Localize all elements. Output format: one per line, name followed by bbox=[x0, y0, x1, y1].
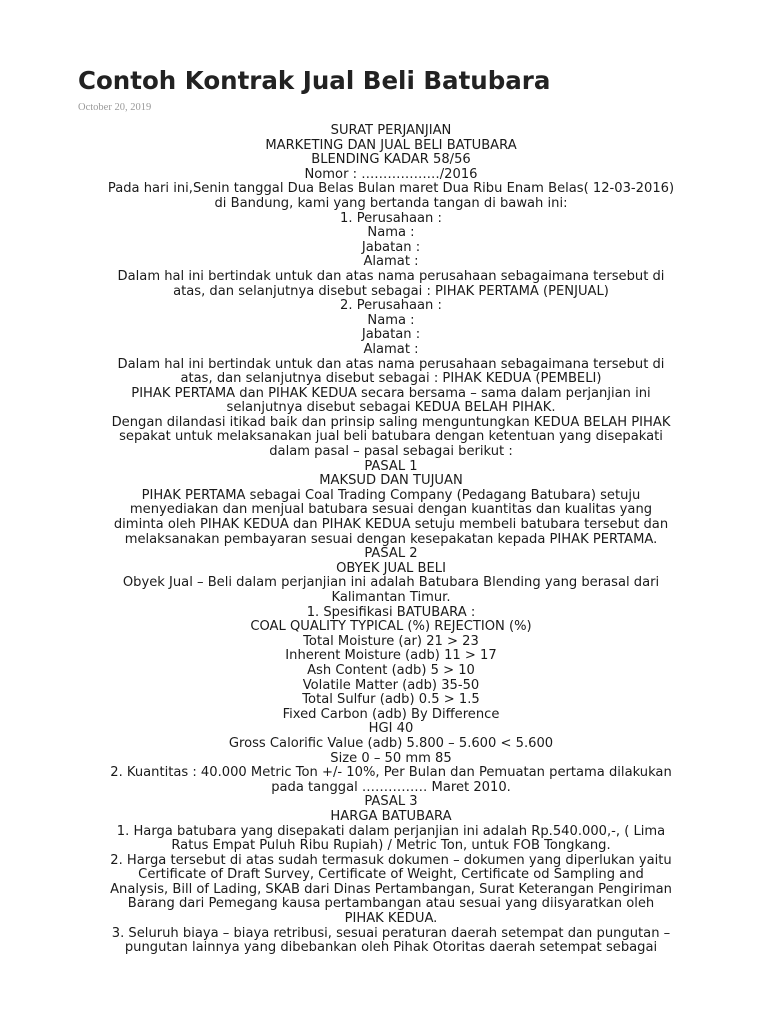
document-line: 2. Kuantitas : 40.000 Metric Ton +/- 10%, Per Bulan dan Pemuatan pertama dilakukan bbox=[110, 765, 672, 781]
document-line: PIHAK PERTAMA dan PIHAK KEDUA secara bersama – sama dalam perjanjian ini bbox=[131, 385, 651, 401]
document-line: HARGA BATUBARA bbox=[330, 808, 452, 824]
document-line: Fixed Carbon (adb) By Difference bbox=[282, 706, 500, 722]
document-line: PASAL 2 bbox=[364, 546, 418, 562]
document-line: BLENDING KADAR 58/56 bbox=[311, 152, 471, 168]
document-line: MAKSUD DAN TUJUAN bbox=[319, 473, 463, 489]
document-body bbox=[78, 124, 704, 956]
document-line: Volatile Matter (adb) 35-50 bbox=[302, 677, 480, 693]
document-line: 1. Perusahaan : bbox=[340, 210, 442, 226]
document-line: Inherent Moisture (adb) 11 > 17 bbox=[285, 648, 497, 664]
document-line: Nama : bbox=[367, 312, 415, 328]
document-line: Dengan dilandasi itikad baik dan prinsip saling menguntungkan KEDUA BELAH PIHAK bbox=[111, 414, 671, 430]
document-line: MARKETING DAN JUAL BELI BATUBARA bbox=[265, 137, 517, 153]
document-line: Nama : bbox=[367, 225, 415, 241]
document-line: 2. Perusahaan : bbox=[340, 298, 442, 314]
document-line: PASAL 3 bbox=[364, 794, 418, 810]
document-line: PIHAK PERTAMA sebagai Coal Trading Company (Pedagang Batubara) setuju bbox=[141, 487, 641, 503]
document-line: Certificate of Draft Survey, Certificate of Weight, Certificate od Sampling and bbox=[138, 867, 644, 883]
document-line: Barang dari Pemegang kausa pertambangan atau sesuai yang diisyaratkan oleh bbox=[127, 896, 655, 912]
document-line: 1. Harga batubara yang disepakati dalam perjanjian ini adalah Rp.540.000,-, ( Lima bbox=[116, 823, 666, 839]
document-line: Ash Content (adb) 5 > 10 bbox=[307, 662, 475, 678]
document-line: COAL QUALITY TYPICAL (%) REJECTION (%) bbox=[250, 619, 532, 635]
page-title: Contoh Kontrak Jual Beli Batubara bbox=[78, 66, 551, 95]
document-line: pada tanggal …………… Maret 2010. bbox=[271, 779, 511, 795]
document-line: Total Moisture (ar) 21 > 23 bbox=[303, 633, 479, 649]
document-line: dalam pasal – pasal sebagai berikut : bbox=[269, 444, 513, 460]
document-line: atas, dan selanjutnya disebut sebagai : PIHAK PERTAMA (PENJUAL) bbox=[173, 283, 609, 299]
document-line: sepakat untuk melaksanakan jual beli batubara dengan ketentuan yang disepakati bbox=[119, 429, 663, 445]
document-line: Jabatan : bbox=[361, 327, 421, 343]
document-line: Nomor : ………………/2016 bbox=[304, 166, 478, 182]
document-line: PIHAK KEDUA. bbox=[344, 911, 438, 927]
document-line: PASAL 1 bbox=[364, 458, 418, 474]
document-line: Analysis, Bill of Lading, SKAB dari Dinas Pertambangan, Surat Keterangan Pengiriman bbox=[110, 881, 672, 897]
post-date: October 20, 2019 bbox=[78, 102, 152, 113]
document-line: atas, dan selanjutnya disebut sebagai : PIHAK KEDUA (PEMBELI) bbox=[180, 371, 602, 387]
document-line: Pada hari ini,Senin tanggal Dua Belas Bulan maret Dua Ribu Enam Belas( 12-03-2016) bbox=[107, 181, 675, 197]
document-line: Alamat : bbox=[363, 254, 419, 270]
document-line: pungutan lainnya yang dibebankan oleh Pihak Otoritas daerah setempat sebagai bbox=[124, 940, 658, 956]
document-line: melaksanakan pembayaran sesuai dengan kesepakatan kepada PIHAK PERTAMA. bbox=[124, 531, 658, 547]
document-line: Dalam hal ini bertindak untuk dan atas nama perusahaan sebagaimana tersebut di bbox=[117, 356, 665, 372]
document-line: SURAT PERJANJIAN bbox=[330, 123, 452, 138]
document-line: Jabatan : bbox=[361, 239, 421, 255]
document-line: menyediakan dan menjual batubara sesuai dengan kuantitas dan kualitas yang bbox=[129, 502, 653, 518]
document-line: OBYEK JUAL BELI bbox=[336, 560, 446, 576]
document-line: Dalam hal ini bertindak untuk dan atas nama perusahaan sebagaimana tersebut di bbox=[117, 268, 665, 284]
document-line: HGI 40 bbox=[368, 721, 414, 737]
document-line: Obyek Jual – Beli dalam perjanjian ini adalah Batubara Blending yang berasal dari bbox=[122, 575, 660, 591]
document-line: selanjutnya disebut sebagai KEDUA BELAH PIHAK. bbox=[226, 400, 556, 416]
document-line: Alamat : bbox=[363, 341, 419, 357]
document-line: Ratus Empat Puluh Ribu Rupiah) / Metric Ton, untuk FOB Tongkang. bbox=[171, 838, 611, 854]
document-line: di Bandung, kami yang bertanda tangan di bawah ini: bbox=[214, 195, 568, 211]
document-line: Size 0 – 50 mm 85 bbox=[330, 750, 452, 766]
document-line: Gross Calorific Value (adb) 5.800 – 5.600 < 5.600 bbox=[228, 735, 554, 751]
document-line: Total Sulfur (adb) 0.5 > 1.5 bbox=[302, 692, 480, 708]
document-line: 1. Spesifikasi BATUBARA : bbox=[306, 604, 476, 620]
document-line: 3. Seluruh biaya – biaya retribusi, sesuai peraturan daerah setempat dan pungutan – bbox=[111, 925, 671, 941]
document-line: diminta oleh PIHAK KEDUA dan PIHAK KEDUA setuju membeli batubara tersebut dan bbox=[113, 517, 669, 533]
document-line: Kalimantan Timur. bbox=[331, 590, 451, 605]
document-line: 2. Harga tersebut di atas sudah termasuk dokumen – dokumen yang diperlukan yaitu bbox=[110, 852, 672, 868]
